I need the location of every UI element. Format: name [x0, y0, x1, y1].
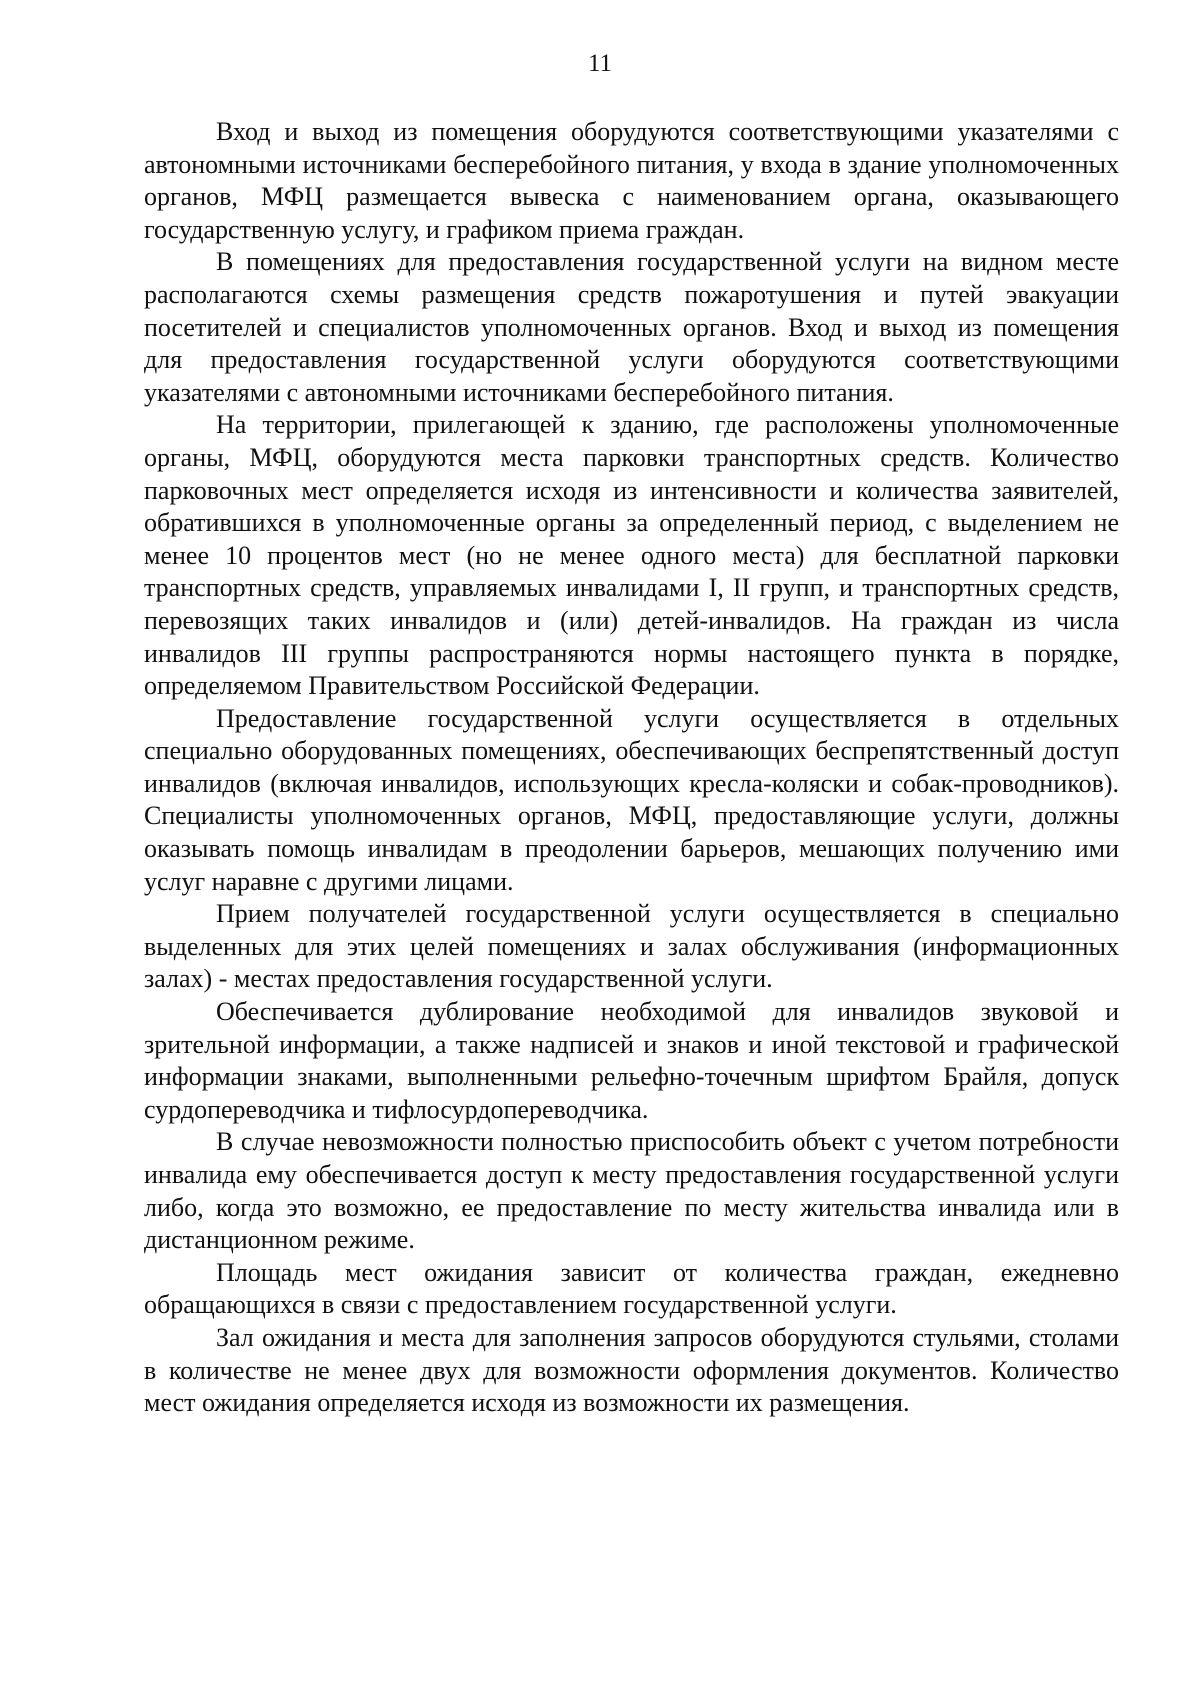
paragraph-reception-halls: Прием получателей государственной услуги осуществляется в специально выделенных для этих целей помещениях и залах обслуживания (информационных залах) - местах предоставления государственной услуги.	[144, 899, 1119, 994]
paragraph-evacuation-schemes: В помещениях для предоставления государственной услуги на видном месте располагаются схемы размещения средств пожаротушения и путей эвакуации посетителей и специалистов уполномоченных органов. Вход и выход из помещения для предоставления государственной услуги оборудуются соответствующими указателями с автономными источниками бесперебойного питания.	[144, 247, 1119, 407]
page-number: 11	[587, 50, 613, 77]
paragraph-entrance-signage: Вход и выход из помещения оборудуются соответствующими указателями с автономными источниками бесперебойного питания, у входа в здание уполномоченных органов, МФЦ размещается вывеска с наименованием органа, оказывающего государственную услугу, и графиком приема граждан.	[144, 117, 1119, 244]
paragraph-waiting-area-size: Площадь мест ожидания зависит от количества граждан, ежедневно обращающихся в связи с предоставлением государственной услуги.	[144, 1257, 1119, 1320]
paragraph-parking: На территории, прилегающей к зданию, где расположены уполномоченные органы, МФЦ, оборудуются места парковки транспортных средств. Количество парковочных мест определяется исходя из интенсивности и количества заявителей, обратившихся в уполномоченные органы за определенный период, с выделением не менее 10 процентов мест (но не менее одного места) для бесплатной парковки транспортных средств, управляемых инвалидами I, II групп, и транспортных средств, перевозящих таких инвалидов и (или) детей-инвалидов. На граждан из числа инвалидов III группы распространяются нормы настоящего пункта в порядке, определяемом Правительством Российской Федерации.	[144, 410, 1119, 701]
paragraph-accessibility: Предоставление государственной услуги осуществляется в отдельных специально оборудованных помещениях, обеспечивающих беспрепятственный доступ инвалидов (включая инвалидов, использующих кресла-коляски и собак-проводников). Специалисты уполномоченных органов, МФЦ, предоставляющие услуги, должны оказывать помощь инвалидам в преодолении барьеров, мешающих получению ими услуг наравне с другими лицами.	[144, 703, 1119, 896]
paragraph-waiting-hall-furniture: Зал ожидания и места для заполнения запросов оборудуются стульями, столами в количестве не менее двух для возможности оформления документов. Количество мест ожидания определяется исходя из возможности их размещения.	[144, 1322, 1119, 1418]
paragraph-braille-duplication: Обеспечивается дублирование необходимой для инвалидов звуковой и зрительной информации, а также надписей и знаков и иной текстовой и графической информации знаками, выполненными рельефно-точечным шрифтом Брайля, допуск сурдопереводчика и тифлосурдопереводчика.	[144, 997, 1119, 1124]
document-body	[144, 116, 1119, 1420]
paragraph-remote-access: В случае невозможности полностью приспособить объект с учетом потребности инвалида ему обеспечивается доступ к месту предоставления государственной услуги либо, когда это возможно, ее предоставление по месту жительства инвалида или в дистанционном режиме.	[144, 1127, 1119, 1255]
